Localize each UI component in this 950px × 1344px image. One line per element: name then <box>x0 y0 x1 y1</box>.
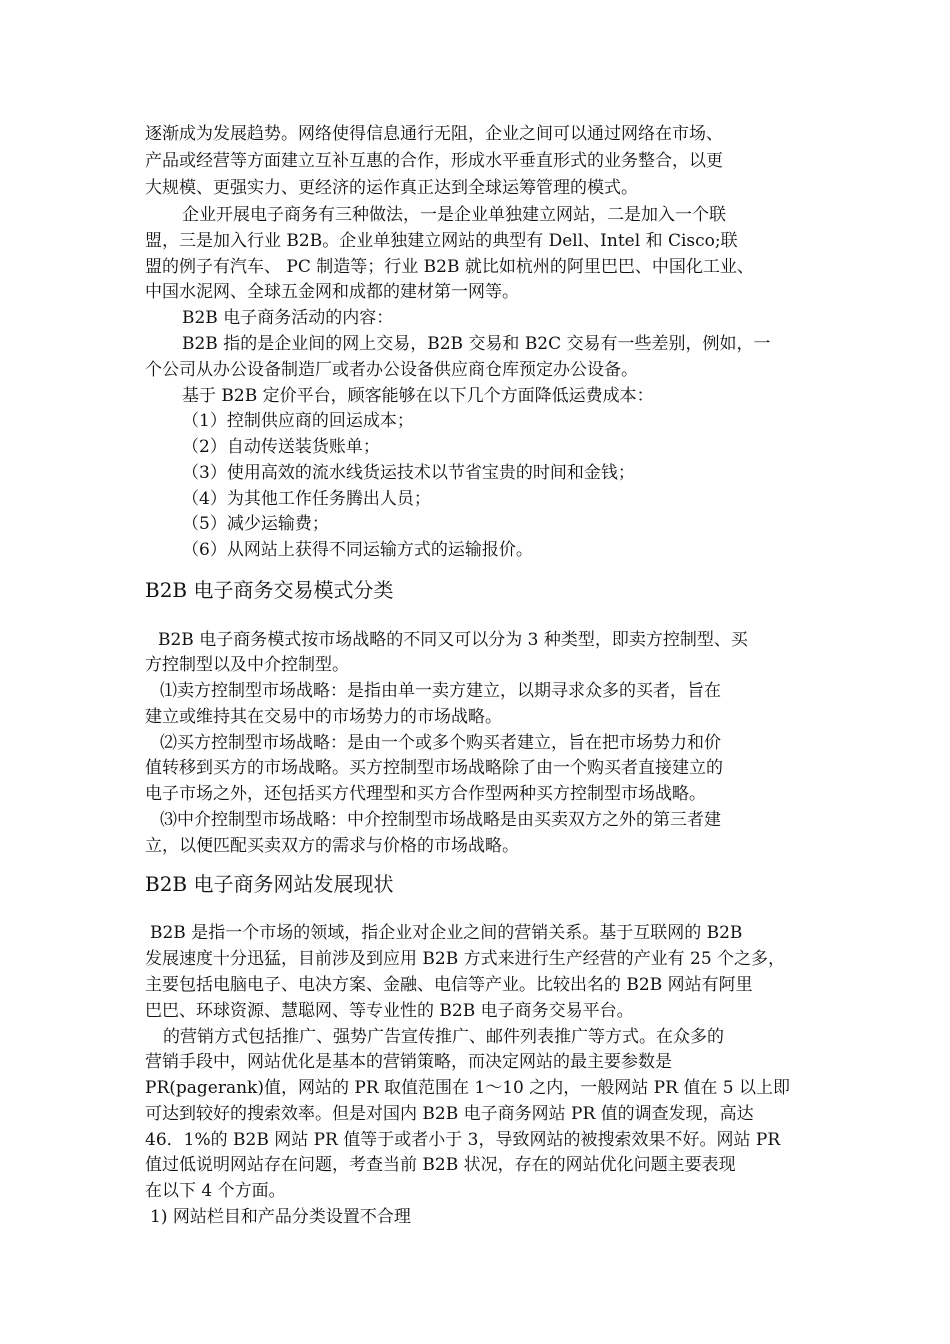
section-heading: B2B 电子商务网站发展现状 <box>145 872 394 896</box>
list-item: （3）使用高效的流水线货运技术以节省宝贵的时间和金钱； <box>182 463 635 483</box>
paragraph-line: 电子市场之外，还包括买方代理型和买方合作型两种买方控制型市场战略。 <box>145 784 706 804</box>
paragraph-line: 的营销方式包括推广、强势广告宣传推广、邮件列表推广等方式。在众多的 <box>163 1027 724 1047</box>
paragraph-line: 发展速度十分迅猛，目前涉及到应用 B2B 方式来进行生产经营的产业有 25 个之多， <box>145 949 786 969</box>
paragraph-line: B2B 电子商务模式按市场战略的不同又可以分为 3 种类型，即卖方控制型、买 <box>158 630 748 650</box>
paragraph-line: 可达到较好的搜索效率。但是对国内 B2B 电子商务网站 PR 值的调查发现，高达 <box>145 1104 754 1124</box>
list-item: （6）从网站上获得不同运输方式的运输报价。 <box>182 540 533 560</box>
paragraph-line: 在以下 4 个方面。 <box>145 1181 286 1201</box>
paragraph-line: 个公司从办公设备制造厂或者办公设备供应商仓库预定办公设备。 <box>145 360 638 380</box>
paragraph-line: 逐渐成为发展趋势。网络使得信息通行无阻，企业之间可以通过网络在市场、 <box>145 124 723 144</box>
paragraph-line: ⑵买方控制型市场战略：是由一个或多个购买者建立，旨在把市场势力和价 <box>160 733 721 753</box>
paragraph-line: 方控制型以及中介控制型。 <box>145 655 349 675</box>
paragraph-line: 46．1%的 B2B 网站 PR 值等于或者小于 3，导致网站的被搜索效果不好。网站 PR <box>145 1130 781 1150</box>
paragraph-line: 产品或经营等方面建立互补互惠的合作，形成水平垂直形式的业务整合，以更 <box>145 151 723 171</box>
paragraph-line: 值转移到买方的市场战略。买方控制型市场战略除了由一个购买者直接建立的 <box>145 758 723 778</box>
paragraph-line: ⑶中介控制型市场战略：中介控制型市场战略是由买卖双方之外的第三者建 <box>160 810 721 830</box>
paragraph-line: 企业开展电子商务有三种做法，一是企业单独建立网站，二是加入一个联 <box>182 205 726 225</box>
paragraph-line: B2B 是指一个市场的领域，指企业对企业之间的营销关系。基于互联网的 B2B <box>150 923 743 943</box>
section-heading: B2B 电子商务交易模式分类 <box>145 578 394 602</box>
list-item: （4）为其他工作任务腾出人员； <box>182 489 431 509</box>
list-item: （1）控制供应商的回运成本； <box>182 411 414 431</box>
paragraph-line: 中国水泥网、全球五金网和成都的建材第一网等。 <box>145 282 519 302</box>
paragraph-line: 盟的例子有汽车、 PC 制造等；行业 B2B 就比如杭州的阿里巴巴、中国化工业、 <box>145 257 754 277</box>
list-item: （5）减少运输费； <box>182 514 329 534</box>
paragraph-line: B2B 指的是企业间的网上交易，B2B 交易和 B2C 交易有一些差别，例如，一 <box>182 334 771 354</box>
paragraph-line: 盟，三是加入行业 B2B。企业单独建立网站的典型有 Dell、Intel 和 Cisco;联 <box>145 231 738 251</box>
paragraph-line: 基于 B2B 定价平台，顾客能够在以下几个方面降低运费成本： <box>182 386 654 406</box>
paragraph-line: 巴巴、环球资源、慧聪网、等专业性的 B2B 电子商务交易平台。 <box>145 1001 634 1021</box>
paragraph-line: ⑴卖方控制型市场战略：是指由单一卖方建立，以期寻求众多的买者，旨在 <box>160 681 721 701</box>
paragraph-line: 立，以便匹配买卖双方的需求与价格的市场战略。 <box>145 836 519 856</box>
paragraph-line: B2B 电子商务活动的内容： <box>182 308 394 328</box>
paragraph-line: 营销手段中，网站优化是基本的营销策略，而决定网站的最主要参数是 <box>145 1052 672 1072</box>
list-item: （2）自动传送装货账单； <box>182 437 380 457</box>
list-item: 1) 网站栏目和产品分类设置不合理 <box>150 1207 411 1227</box>
paragraph-line: PR(pagerank)值，网站的 PR 取值范围在 1～10 之内，一般网站 PR 值在 5 以上即 <box>145 1078 790 1098</box>
paragraph-line: 值过低说明网站存在问题，考查当前 B2B 状况，存在的网站优化问题主要表现 <box>145 1155 736 1175</box>
paragraph-line: 大规模、更强实力、更经济的运作真正达到全球运筹管理的模式。 <box>145 178 638 198</box>
paragraph-line: 主要包括电脑电子、电决方案、金融、电信等产业。比较出名的 B2B 网站有阿里 <box>145 975 753 995</box>
paragraph-line: 建立或维持其在交易中的市场势力的市场战略。 <box>145 707 502 727</box>
